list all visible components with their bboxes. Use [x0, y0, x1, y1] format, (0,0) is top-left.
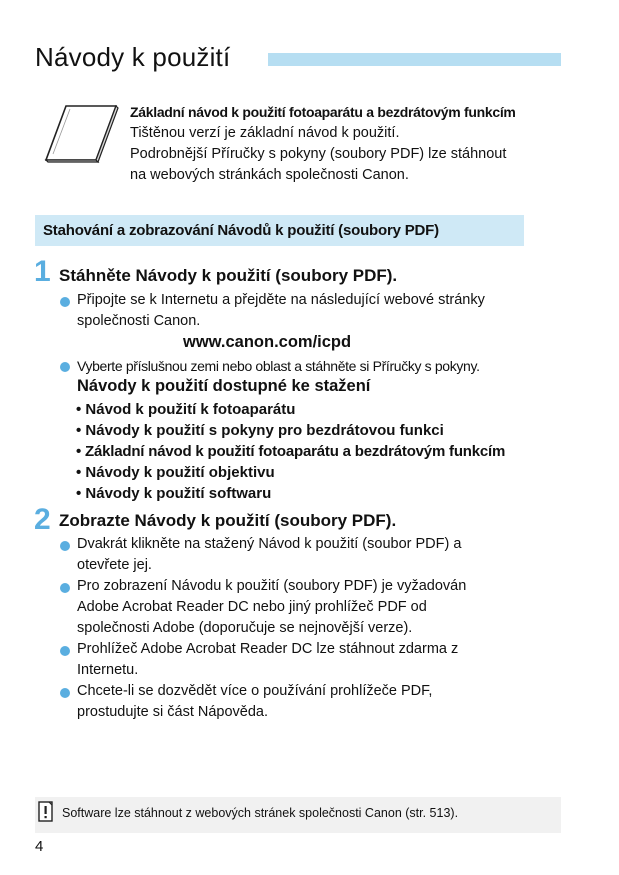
- title-accent-bar: [268, 53, 561, 66]
- step-2-bullet: [77, 534, 461, 576]
- step-1-bullet: Vyberte příslušnou zemi nebo oblast a stáhněte si Příručky s pokyny.: [77, 358, 480, 374]
- intro-line: na webových stránkách společnosti Canon.: [130, 167, 409, 183]
- bullet-icon: [60, 646, 70, 656]
- manual-item: • Návody k použití objektivu: [76, 464, 275, 481]
- manual-item: • Návody k použití s pokyny pro bezdrátovou funkci: [76, 422, 444, 439]
- step-1-number: 1: [34, 255, 51, 288]
- bullet-line: společnosti Adobe (doporučuje se nejnovější verze).: [77, 620, 413, 636]
- step-2-bullet: [77, 681, 432, 723]
- page-title: Návody k použití: [35, 42, 231, 72]
- step-1-title: Stáhněte Návody k použití (soubory PDF).: [59, 266, 398, 285]
- manual-item: • Návod k použití k fotoaparátu: [76, 401, 296, 418]
- page-number: 4: [35, 838, 44, 855]
- bullet-icon: [60, 362, 70, 372]
- bullet-line: Dvakrát klikněte na stažený Návod k použití (soubor PDF) a: [77, 536, 462, 552]
- available-manuals-title: Návody k použití dostupné ke stažení: [77, 377, 371, 395]
- section-heading: Stahování a zobrazování Návodů k použití (soubory PDF): [35, 215, 524, 246]
- bullet-line: prostudujte si část Nápověda.: [77, 704, 269, 720]
- step-2-bullet: [77, 639, 458, 681]
- bullet-line: Adobe Acrobat Reader DC nebo jiný prohlížeč PDF od: [77, 599, 427, 615]
- bullet-icon: [60, 583, 70, 593]
- step-2-title: Zobrazte Návody k použití (soubory PDF).: [59, 511, 397, 530]
- bullet-line: Prohlížeč Adobe Acrobat Reader DC lze stáhnout zdarma z: [77, 641, 459, 657]
- bullet-line: Chcete-li se dozvědět více o používání prohlížeče PDF,: [77, 683, 433, 699]
- bullet-line: Připojte se k Internetu a přejděte na následující webové stránky: [77, 292, 485, 308]
- bullet-line: otevřete jej.: [77, 557, 152, 573]
- note-icon: [38, 801, 54, 823]
- bullet-icon: [60, 541, 70, 551]
- bullet-icon: [60, 688, 70, 698]
- manual-item: • Návody k použití softwaru: [76, 485, 272, 502]
- step-1-bullet: [77, 290, 485, 332]
- step-2-bullet: [77, 576, 466, 639]
- intro-bold-line: Základní návod k použití fotoaparátu a bezdrátovým funkcím: [130, 104, 516, 120]
- booklet-icon: [44, 104, 124, 164]
- canon-url: www.canon.com/icpd: [183, 333, 352, 351]
- bullet-line: Internetu.: [77, 662, 139, 678]
- bullet-icon: [60, 297, 70, 307]
- step-2-number: 2: [34, 503, 51, 536]
- intro-line: Podrobnější Příručky s pokyny (soubory PDF) lze stáhnout: [130, 146, 507, 162]
- manual-item: • Základní návod k použití fotoaparátu a bezdrátovým funkcím: [76, 443, 506, 460]
- intro-block: [130, 102, 570, 186]
- bullet-line: Pro zobrazení Návodu k použití (soubory PDF) je vyžadován: [77, 578, 467, 594]
- bullet-line: společnosti Canon.: [77, 313, 201, 329]
- note-text: Software lze stáhnout z webových stránek společnosti Canon (str. 513).: [62, 806, 459, 820]
- intro-line: Tištěnou verzí je základní návod k použití.: [130, 125, 400, 141]
- manuals-list: [76, 399, 505, 504]
